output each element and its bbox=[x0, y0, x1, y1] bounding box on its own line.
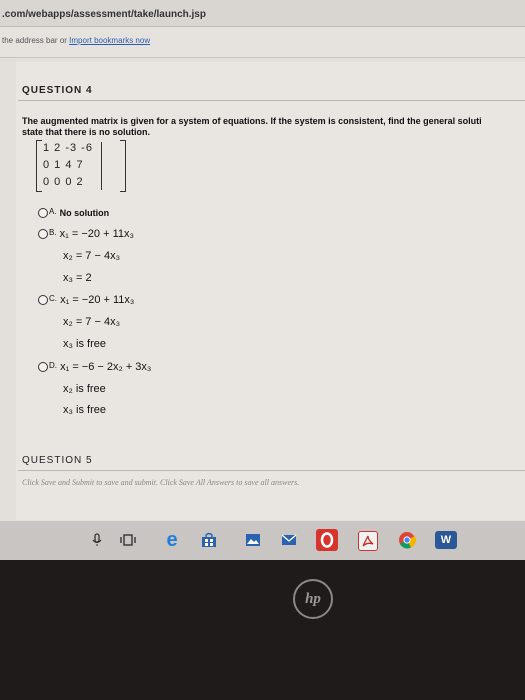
option-b-line-2: x₂ = 7 − 4x₃ bbox=[63, 250, 121, 262]
question-4-heading: QUESTION 4 bbox=[22, 85, 93, 96]
mail-icon[interactable] bbox=[280, 531, 298, 549]
radio-button[interactable] bbox=[38, 229, 48, 239]
option-d[interactable] bbox=[38, 361, 151, 373]
mic-icon[interactable] bbox=[88, 531, 106, 549]
bookmarks-hint-text: the address bar or bbox=[2, 36, 67, 45]
radio-button[interactable] bbox=[38, 208, 48, 218]
option-letter: A. bbox=[49, 207, 57, 216]
option-b[interactable] bbox=[38, 228, 134, 240]
option-a[interactable] bbox=[38, 207, 109, 219]
taskbar bbox=[0, 521, 525, 560]
option-letter: B. bbox=[49, 228, 57, 237]
option-c[interactable] bbox=[38, 294, 134, 306]
acrobat-icon[interactable] bbox=[358, 531, 378, 551]
option-d-line-3: x₃ is free bbox=[63, 404, 106, 416]
question-divider bbox=[18, 470, 525, 471]
option-c-line-3: x₃ is free bbox=[63, 338, 106, 350]
question-4-prompt bbox=[22, 116, 482, 138]
option-c-line-2: x₂ = 7 − 4x₃ bbox=[63, 316, 121, 328]
question-5-heading: QUESTION 5 bbox=[22, 455, 93, 466]
edge-icon[interactable]: e bbox=[166, 528, 178, 551]
matrix-row: 0 0 0 2 bbox=[43, 176, 84, 188]
address-bar[interactable] bbox=[0, 0, 525, 27]
store-icon[interactable] bbox=[200, 531, 218, 549]
prompt-line-1: The augmented matrix is given for a system of equations. If the system is consistent, find the general soluti bbox=[22, 116, 482, 126]
option-b-line-1: x₁ = −20 + 11x₃ bbox=[59, 228, 134, 240]
photos-icon[interactable] bbox=[244, 531, 262, 549]
url-text[interactable]: .com/webapps/assessment/take/launch.jsp bbox=[2, 9, 206, 20]
bookmarks-hint bbox=[2, 36, 150, 45]
prompt-line-2: state that there is no solution. bbox=[22, 127, 151, 137]
radio-button[interactable] bbox=[38, 362, 48, 372]
option-d-line-2: x₂ is free bbox=[63, 383, 106, 395]
import-bookmarks-link[interactable]: Import bookmarks now bbox=[69, 36, 151, 45]
task-view-icon[interactable] bbox=[119, 531, 137, 549]
save-instructions: Click Save and Submit to save and submit. Click Save All Answers to save all answers. bbox=[22, 478, 300, 487]
option-b-line-3: x₃ = 2 bbox=[63, 272, 92, 284]
matrix-row: 0 1 4 7 bbox=[43, 159, 84, 171]
laptop-bezel bbox=[0, 560, 525, 700]
question-divider bbox=[18, 100, 525, 101]
bookmarks-bar bbox=[0, 27, 525, 58]
word-icon[interactable]: W bbox=[435, 531, 457, 549]
option-c-line-1: x₁ = −20 + 11x₃ bbox=[60, 294, 135, 306]
augment-separator bbox=[101, 142, 102, 190]
option-a-text: No solution bbox=[59, 208, 110, 218]
hp-logo: hp bbox=[293, 579, 333, 619]
option-letter: C. bbox=[49, 294, 57, 303]
radio-button[interactable] bbox=[38, 295, 48, 305]
opera-icon[interactable] bbox=[316, 529, 338, 551]
option-letter: D. bbox=[49, 361, 57, 370]
matrix-row: 1 2 -3 -6 bbox=[43, 142, 93, 154]
augmented-matrix bbox=[36, 140, 126, 192]
option-d-line-1: x₁ = −6 − 2x₂ + 3x₃ bbox=[60, 361, 152, 373]
chrome-icon[interactable] bbox=[398, 531, 416, 549]
